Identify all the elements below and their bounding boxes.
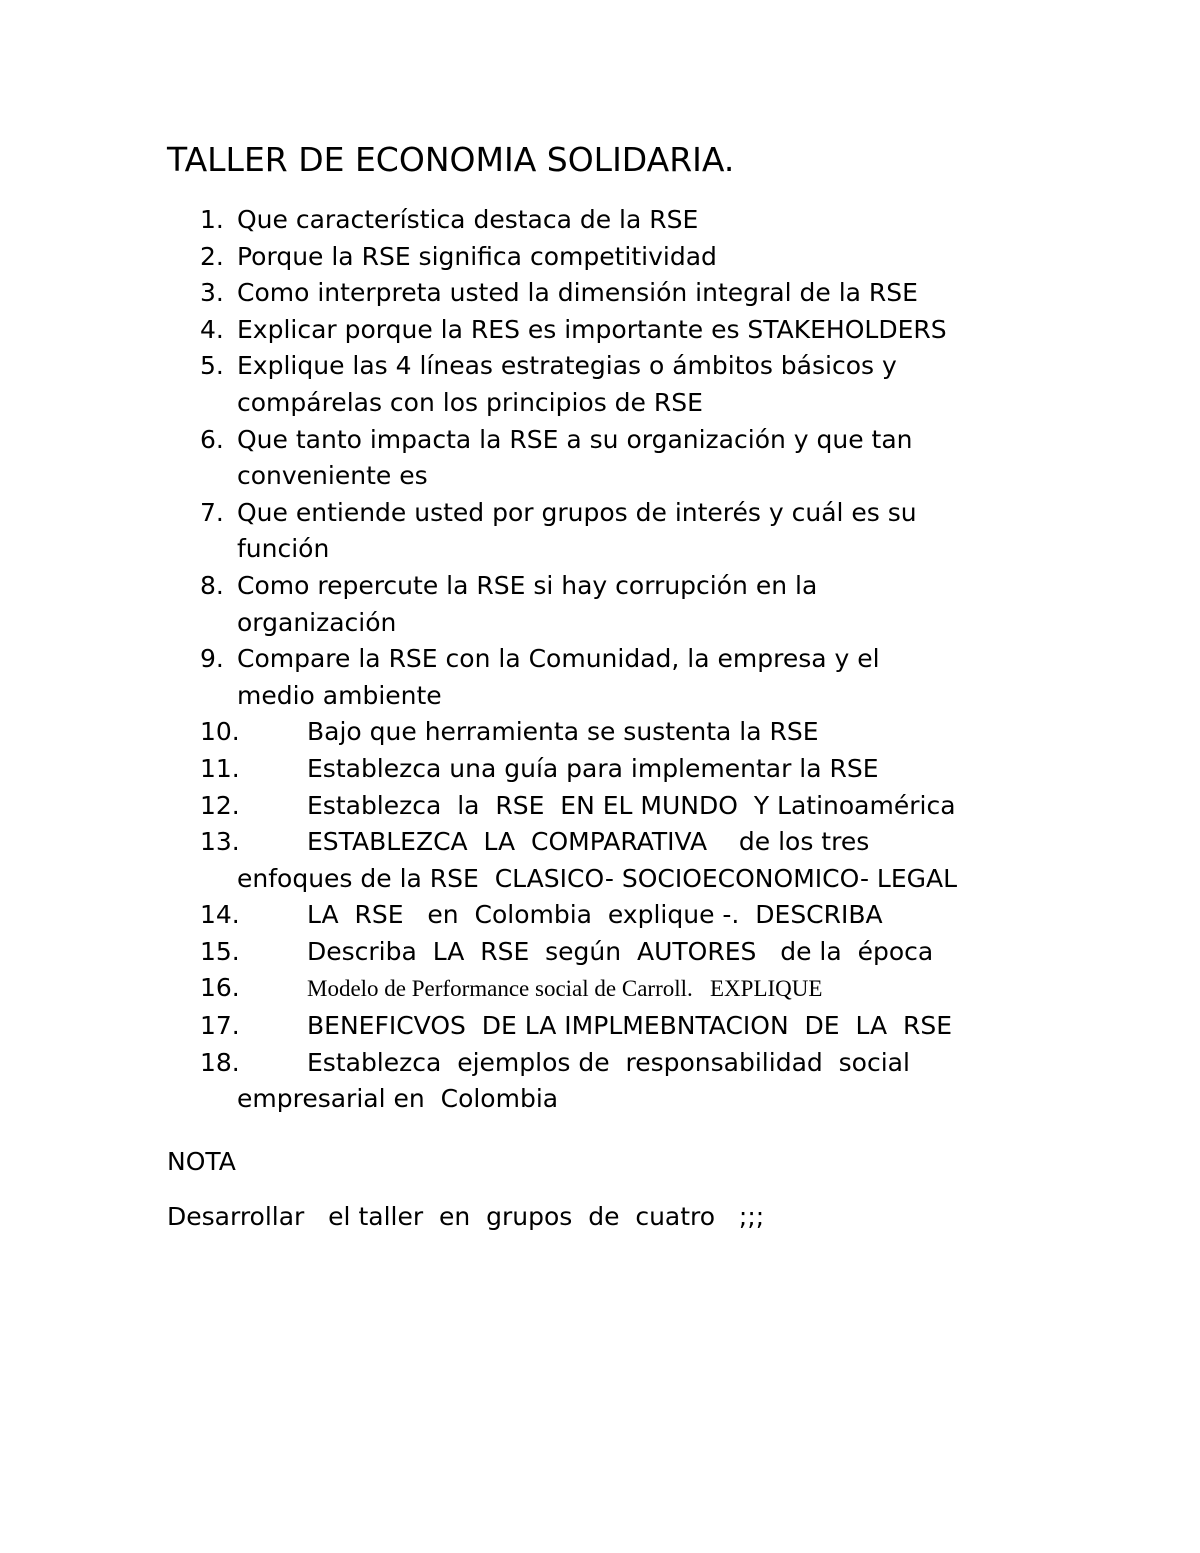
item-text-line: enfoques de la RSE CLASICO- SOCIOECONOMICO- LEGAL	[237, 863, 958, 893]
document-title: TALLER DE ECONOMIA SOLIDARIA.	[167, 140, 735, 179]
item-text-line: Establezca ejemplos de responsabilidad social	[307, 1047, 910, 1077]
item-text-line: Establezca una guía para implementar la RSE	[307, 753, 879, 783]
list-item	[0, 422, 1200, 495]
item-text-line: Como repercute la RSE si hay corrupción en la	[237, 570, 818, 600]
item-text	[237, 495, 1037, 568]
item-text-line: Modelo de Performance social de Carroll. EXPLIQUE	[307, 976, 823, 1002]
item-number: 16.	[200, 973, 240, 1003]
item-text	[237, 788, 1037, 825]
list-item	[0, 1008, 1200, 1045]
list-item	[0, 312, 1200, 349]
list-item	[0, 897, 1200, 934]
item-text	[237, 1008, 1037, 1045]
item-text	[237, 348, 1037, 421]
item-text-line: BENEFICVOS DE LA IMPLMEBNTACION DE LA RSE	[307, 1011, 953, 1041]
list-item	[0, 788, 1200, 825]
item-number: 6.	[200, 424, 224, 454]
item-text	[237, 312, 1037, 349]
item-text-line: Compare la RSE con la Comunidad, la empresa y el	[237, 644, 880, 674]
item-number: 12.	[200, 790, 240, 820]
item-text	[237, 751, 1037, 788]
list-item	[0, 824, 1200, 897]
item-text-line: Que tanto impacta la RSE a su organización y que tan	[237, 424, 913, 454]
instruction-text: Desarrollar el taller en grupos de cuatro ;;;	[167, 1202, 765, 1231]
item-text	[237, 239, 1037, 276]
item-number: 18.	[200, 1047, 240, 1077]
item-number: 4.	[200, 314, 224, 344]
list-item	[0, 348, 1200, 421]
item-text-line: medio ambiente	[237, 680, 442, 710]
list-item	[0, 239, 1200, 276]
item-text-line: Explique las 4 líneas estrategias o ámbitos básicos y	[237, 351, 897, 381]
item-text-line: función	[237, 534, 330, 564]
list-item	[0, 495, 1200, 568]
item-text	[237, 934, 1037, 971]
item-text-line: Porque la RSE significa competitividad	[237, 241, 717, 271]
item-number: 8.	[200, 570, 224, 600]
item-number: 15.	[200, 936, 240, 966]
list-item	[0, 568, 1200, 641]
item-text	[237, 568, 1037, 641]
item-number: 1.	[200, 205, 224, 234]
list-item	[0, 275, 1200, 312]
item-text	[237, 897, 1037, 934]
item-number: 3.	[200, 278, 224, 308]
item-number: 2.	[200, 241, 224, 271]
item-number: 10.	[200, 717, 240, 747]
item-number: 17.	[200, 1011, 240, 1041]
item-text-line: Que característica destaca de la RSE	[237, 205, 699, 234]
item-text	[237, 1045, 1037, 1118]
item-number: 9.	[200, 644, 224, 674]
list-item	[0, 1045, 1200, 1118]
nota-label: NOTA	[167, 1147, 236, 1176]
item-text-line: LA RSE en Colombia explique -. DESCRIBA	[307, 900, 883, 930]
item-text-line: organización	[237, 607, 397, 637]
item-text	[237, 275, 1037, 312]
list-item	[0, 641, 1200, 714]
item-text-line: conveniente es	[237, 461, 428, 491]
item-number: 13.	[200, 827, 240, 857]
list-item	[0, 714, 1200, 751]
item-text-line: Establezca la RSE EN EL MUNDO Y Latinoamérica	[307, 790, 956, 820]
item-text-line: Como interpreta usted la dimensión integral de la RSE	[237, 278, 918, 308]
item-number: 11.	[200, 753, 240, 783]
list-item	[0, 970, 1200, 1008]
question-list	[0, 202, 1200, 1118]
item-text	[237, 970, 1037, 1008]
item-number: 14.	[200, 900, 240, 930]
list-item	[0, 202, 1200, 239]
item-text	[237, 824, 1037, 897]
item-text-line: ESTABLEZCA LA COMPARATIVA de los tres	[307, 827, 870, 857]
item-text-line: compárelas con los principios de RSE	[237, 387, 703, 417]
item-text-line: Que entiende usted por grupos de interés y cuál es su	[237, 497, 917, 527]
item-text-line: Explicar porque la RES es importante es STAKEHOLDERS	[237, 314, 947, 344]
list-item	[0, 751, 1200, 788]
item-number: 7.	[200, 497, 224, 527]
item-number: 5.	[200, 351, 224, 381]
item-text-line: empresarial en Colombia	[237, 1084, 559, 1114]
item-text	[237, 714, 1037, 751]
list-item	[0, 934, 1200, 971]
item-text-line: Describa LA RSE según AUTORES de la época	[307, 936, 934, 966]
item-text	[237, 641, 1037, 714]
item-text-line: Bajo que herramienta se sustenta la RSE	[307, 717, 819, 747]
item-text	[237, 202, 1037, 239]
item-text	[237, 422, 1037, 495]
